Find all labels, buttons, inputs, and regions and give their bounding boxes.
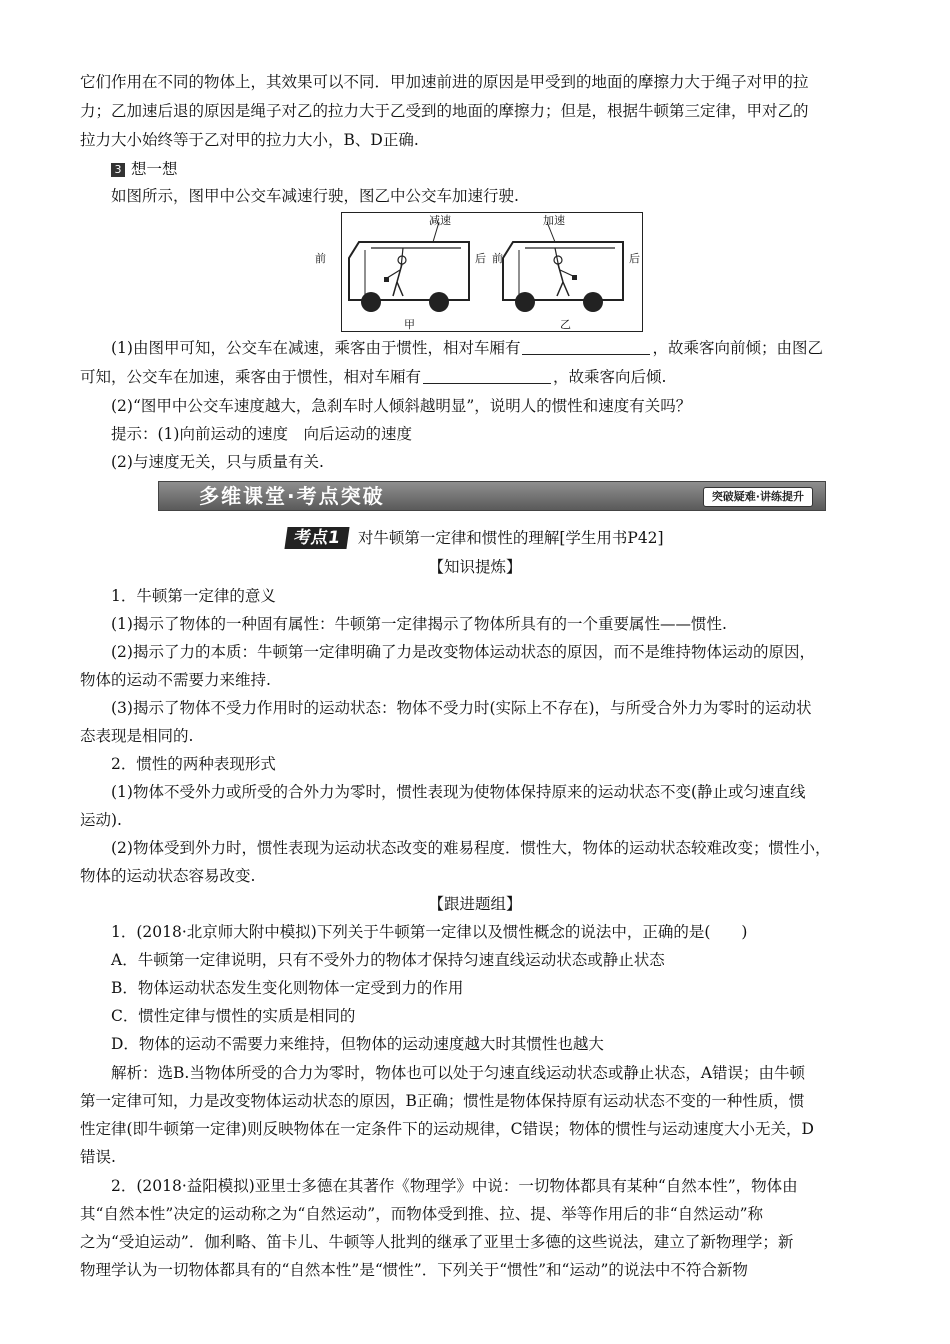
knowledge-line: (1)物体不受外力或所受的合外力为零时，惯性表现为使物体保持原来的运动状态不变(静止或匀速直线 xyxy=(111,783,806,801)
label-back-left: 后 xyxy=(475,252,486,265)
banner-title: 多维课堂·考点突破 xyxy=(199,484,385,508)
label-accelerate: 加速 xyxy=(543,214,565,227)
practice-question-2-line: 之为“受迫运动”．伽利略、笛卡儿、牛顿等人批判的继承了亚里士多德的这些说法，建立了新物理学；新 xyxy=(80,1233,794,1251)
q1a-text: (1)由图甲可知，公交车在减速，乘客由于惯性，相对车厢有 xyxy=(111,339,521,357)
intro-line: 力；乙加速后退的原因是绳子对乙的拉力大于乙受到的地面的摩擦力；但是，根据牛顿第三定律，甲对乙的 xyxy=(80,102,809,120)
question-1a xyxy=(111,338,823,358)
caption-jia: 甲 xyxy=(404,318,415,331)
knowledge-line: 态表现是相同的. xyxy=(80,727,194,745)
knowledge-line: 物体的运动不需要力来维持. xyxy=(80,671,271,689)
intro-line: 它们作用在不同的物体上，其效果可以不同．甲加速前进的原因是甲受到的地面的摩擦力大于绳子对甲的拉 xyxy=(80,73,809,91)
knowledge-line: (1)揭示了物体的一种固有属性：牛顿第一定律揭示了物体所具有的一个重要属性——惯性. xyxy=(111,615,727,633)
q1a-tail: ，故乘客向前倾；由图乙 xyxy=(652,339,823,357)
kaodian-title: 对牛顿第一定律和惯性的理解[学生用书P42] xyxy=(357,529,664,547)
caption-yi: 乙 xyxy=(560,318,571,331)
think-title: 想一想 xyxy=(131,160,178,178)
label-decelerate: 减速 xyxy=(429,214,451,227)
label-front-left: 前 xyxy=(315,252,326,265)
practice-question-2: 2．(2018·益阳模拟)亚里士多德在其著作《物理学》中说：一切物体都具有某种“自然本性”，物体由 xyxy=(111,1177,798,1195)
knowledge-line: (3)揭示了物体不受力作用时的运动状态：物体不受力时(实际上不存在)，与所受合外力为零时的运动状 xyxy=(111,699,812,717)
question-2: (2)“图甲中公交车速度越大，急刹车时人倾斜越明显”，说明人的惯性和速度有关吗？ xyxy=(111,397,692,415)
option-b: B．物体运动状态发生变化则物体一定受到力的作用 xyxy=(111,979,464,997)
knowledge-line: (2)物体受到外力时，惯性表现为运动状态改变的难易程度．惯性大，物体的运动状态较难改变；惯性小， xyxy=(111,839,831,857)
answer-blank[interactable] xyxy=(423,368,551,384)
knowledge-subhead: 1．牛顿第一定律的意义 xyxy=(111,587,276,605)
knowledge-subhead: 2．惯性的两种表现形式 xyxy=(111,755,276,773)
bus-inertia-figure xyxy=(315,212,643,332)
knowledge-line: (2)揭示了力的本质：牛顿第一定律明确了力是改变物体运动状态的原因，而不是维持物体运动的原因， xyxy=(111,643,815,661)
practice-heading: 【跟进题组】 xyxy=(428,895,522,913)
kaodian-label: 考点1 xyxy=(284,527,349,549)
q1b-tail: ，故乘客向后倾. xyxy=(553,368,667,386)
knowledge-line: 物体的运动状态容易改变. xyxy=(80,867,256,885)
practice-question-2-line: 其“自然本性”决定的运动称之为“自然运动”，而物体受到推、拉、提、举等作用后的非“自然运动”称 xyxy=(80,1205,764,1223)
q1b-text: 可知，公交车在加速，乘客由于惯性，相对车厢有 xyxy=(80,368,422,386)
intro-line: 拉力大小始终等于乙对甲的拉力大小，B、D正确. xyxy=(80,131,419,149)
practice-question-1: 1．(2018·北京师大附中模拟)下列关于牛顿第一定律以及惯性概念的说法中，正确的是( ) xyxy=(111,923,748,941)
think-description: 如图所示，图甲中公交车减速行驶，图乙中公交车加速行驶. xyxy=(111,187,519,205)
label-front-right: 前 xyxy=(492,252,503,265)
think-heading xyxy=(111,159,178,179)
knowledge-heading: 【知识提炼】 xyxy=(428,558,522,576)
answer-blank[interactable] xyxy=(522,339,650,355)
practice-question-2-line: 物理学认为一切物体都具有的“自然本性”是“惯性”．下列关于“惯性”和“运动”的说法中不符合新物 xyxy=(80,1261,748,1279)
banner-tag: 突破疑难·讲练提升 xyxy=(703,487,813,507)
option-d: D．物体的运动不需要力来维持，但物体的运动速度越大时其惯性也越大 xyxy=(111,1035,604,1053)
hint-line: (2)与速度无关，只与质量有关. xyxy=(111,453,324,471)
section-number-badge: 3 xyxy=(111,163,125,177)
label-back-right: 后 xyxy=(629,252,640,265)
hint-line: 提示：(1)向前运动的速度 向后运动的速度 xyxy=(111,425,412,443)
question-1b xyxy=(80,367,666,387)
analysis-line: 性定律(即牛顿第一定律)则反映物体在一定条件下的运动规律，C错误；物体的惯性与运动速度大小无关，D xyxy=(80,1120,814,1138)
analysis-line: 解析：选B.当物体所受的合力为零时，物体也可以处于匀速直线运动状态或静止状态，A错误；由牛顿 xyxy=(111,1064,806,1082)
option-a: A．牛顿第一定律说明，只有不受外力的物体才保持匀速直线运动状态或静止状态 xyxy=(111,951,665,969)
option-c: C．惯性定律与惯性的实质是相同的 xyxy=(111,1007,356,1025)
knowledge-line: 运动). xyxy=(80,811,122,829)
analysis-line: 第一定律可知，力是改变物体运动状态的原因，B正确；惯性是物体保持原有运动状态不变的一种性质，惯 xyxy=(80,1092,805,1110)
analysis-line: 错误. xyxy=(80,1148,116,1166)
kaodian-heading xyxy=(286,527,664,549)
section-banner xyxy=(158,481,826,511)
